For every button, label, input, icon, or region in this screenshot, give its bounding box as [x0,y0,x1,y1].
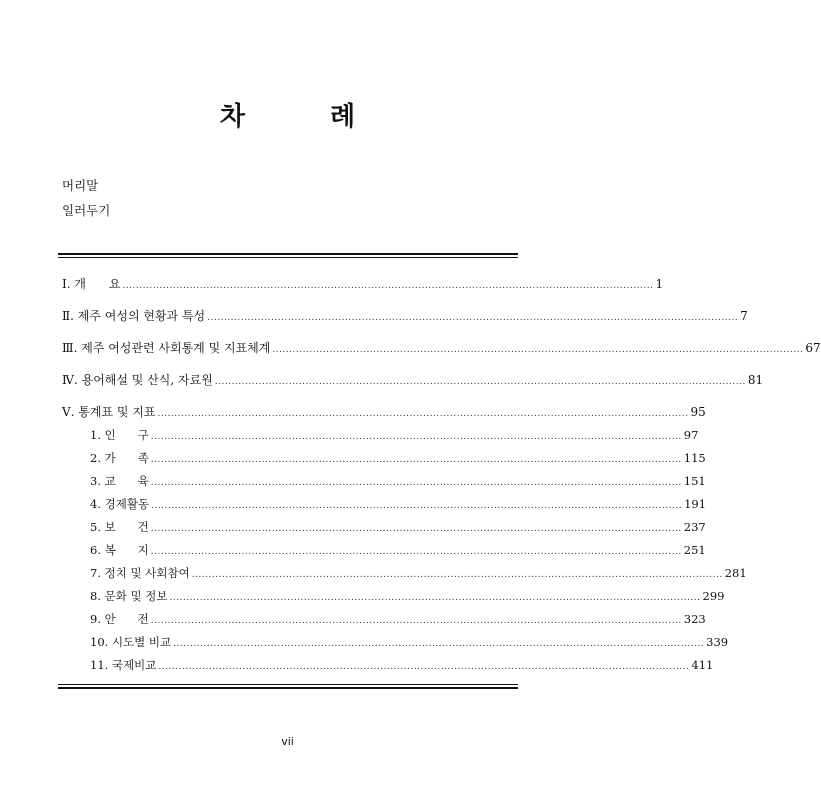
leader-dots: .............................................................................................................................................................. [272,345,804,355]
toc-label: 9. 안 전 [90,612,149,626]
toc-label: Ⅳ. 용어해설 및 산식, 자료원 [62,373,213,387]
preface-item: 일러두기 [62,203,111,218]
toc-entry [62,373,764,389]
toc-entry [62,405,706,421]
toc-page: 151 [683,474,706,488]
bottom-rule-thin [58,684,518,685]
toc-subentry [90,451,706,467]
toc-subentry [90,543,706,559]
leader-dots: .............................................................................................................................................................. [207,313,739,323]
toc-label: Ⅰ. 개 요 [62,277,121,291]
leader-dots: .............................................................................................................................................................. [214,377,746,387]
leader-dots: .............................................................................................................................................................. [150,455,682,465]
toc-label: 8. 문화 및 정보 [90,589,168,603]
toc-label: 6. 복 지 [90,543,149,557]
toc-page: 1 [655,277,664,291]
toc-subentry [90,497,707,513]
toc-label: Ⅴ. 통계표 및 지표 [62,405,156,419]
toc-page: 237 [683,520,706,534]
leader-dots: .............................................................................................................................................................. [150,524,682,534]
toc-page: 411 [691,658,714,672]
toc-subentry [90,589,725,605]
toc-label: 2. 가 족 [90,451,149,465]
toc-subentry [90,566,747,582]
toc-label: Ⅲ. 제주 여성관련 사회통계 및 지표체계 [62,341,271,355]
toc-subentry [90,428,699,444]
toc-label: 11. 국제비교 [90,658,157,672]
page-title: 차 례 [219,102,394,132]
toc-page: 251 [683,543,706,557]
page-number: vii [281,735,294,748]
toc-subentry [90,635,729,651]
leader-dots: .............................................................................................................................................................. [169,593,701,603]
leader-dots: .............................................................................................................................................................. [150,432,682,442]
toc-page: 339 [706,635,729,649]
toc-page: 281 [724,566,747,580]
toc-entry [62,277,664,293]
toc-page: 95 [690,405,706,419]
leader-dots: .............................................................................................................................................................. [150,547,682,557]
leader-dots: .............................................................................................................................................................. [122,281,654,291]
toc-label: 3. 교 육 [90,474,149,488]
toc-page: 97 [683,428,699,442]
leader-dots: .............................................................................................................................................................. [173,639,705,649]
toc-entry [62,309,748,325]
toc-page: 81 [747,373,764,387]
leader-dots: .............................................................................................................................................................. [151,501,683,511]
toc-label: 4. 경제활동 [90,497,150,511]
toc-label: 5. 보 건 [90,520,149,534]
toc-subentry [90,474,706,490]
toc-entry [62,341,821,357]
toc-label: 10. 시도별 비교 [90,635,172,649]
toc-page: 67 [805,341,821,355]
toc-subentry [90,658,714,674]
toc-label: 1. 인 구 [90,428,149,442]
leader-dots: .............................................................................................................................................................. [150,478,682,488]
toc-subentry [90,612,706,628]
bottom-rule [58,687,518,689]
preface-item: 머리말 [62,178,99,193]
leader-dots: .............................................................................................................................................................. [158,662,690,672]
toc-label: Ⅱ. 제주 여성의 현황과 특성 [62,309,206,323]
leader-dots: .............................................................................................................................................................. [191,570,723,580]
toc-page: 323 [683,612,706,626]
leader-dots: .............................................................................................................................................................. [157,409,689,419]
leader-dots: .............................................................................................................................................................. [150,616,682,626]
toc-page: 299 [702,589,725,603]
toc-page: 191 [684,497,707,511]
toc-label: 7. 정치 및 사회참여 [90,566,190,580]
toc-page: 7 [740,309,748,323]
toc-page: 115 [683,451,706,465]
toc-subentry [90,520,706,536]
